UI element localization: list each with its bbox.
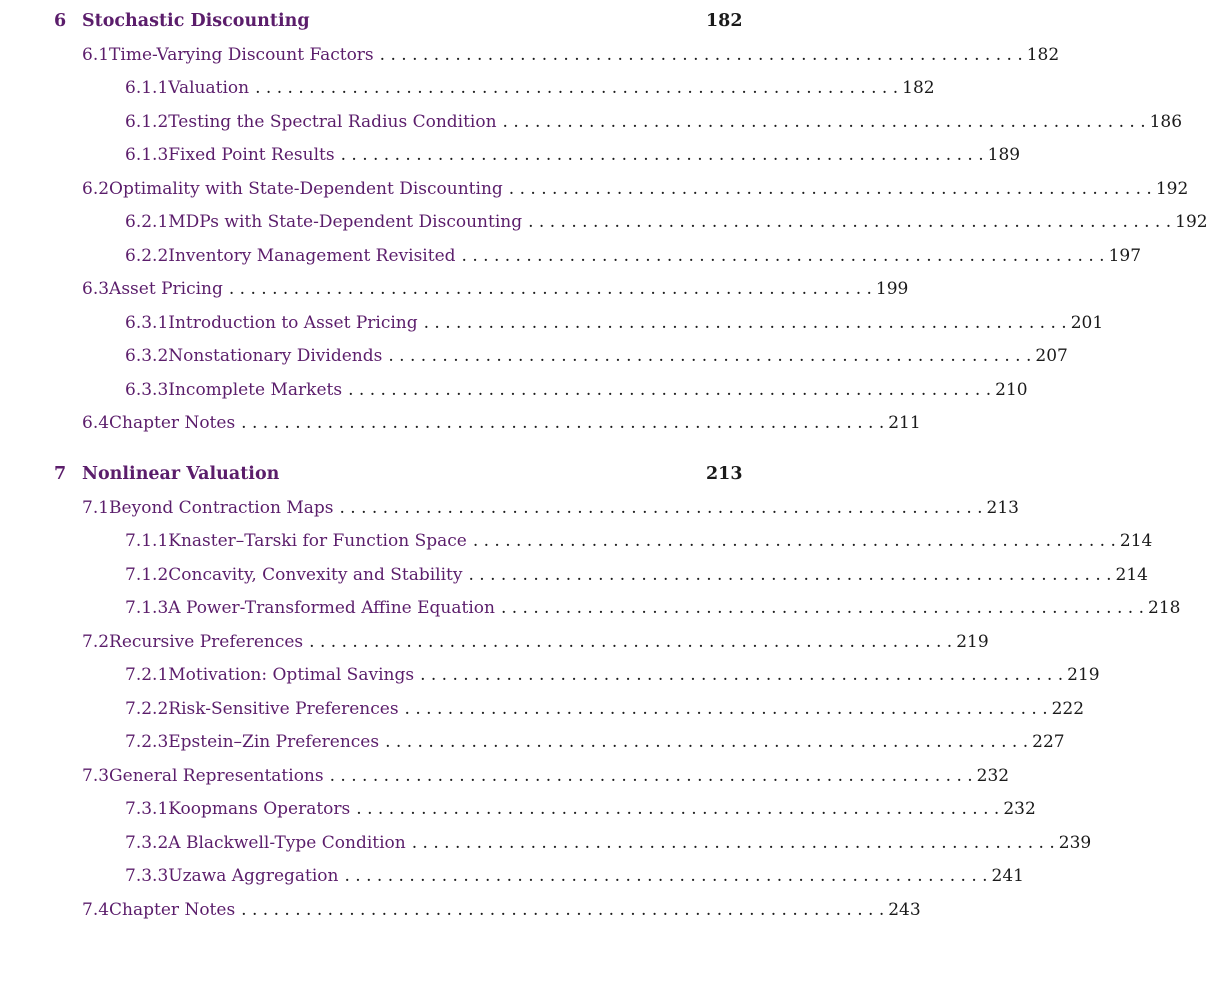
toc-subsection-entry[interactable] — [125, 343, 1068, 369]
entry-title: Fixed Point Results — [168, 145, 335, 165]
dot-leader: . . . . . . . . . . . . . . . . . . . . . . . . . . . . . . . . . . . . . . . . . . . . . . . . . . . . . . . . . . . . — [461, 245, 1105, 266]
dot-leader: . . . . . . . . . . . . . . . . . . . . . . . . . . . . . . . . . . . . . . . . . . . . . . . . . . . . . . . . . . . . — [420, 665, 1064, 685]
entry-title: Koopmans Operators — [168, 799, 351, 819]
toc-subsection-entry[interactable] — [125, 562, 1148, 588]
entry-page-number: 219 — [1067, 665, 1100, 685]
entry-page-number: 232 — [976, 765, 1010, 786]
dot-leader: . . . . . . . . . . . . . . . . . . . . . . . . . . . . . . . . . . . . . . . . . . . . . . . . . . . . . . . . . . . . — [472, 531, 1116, 551]
dot-leader: . . . . . . . . . . . . . . . . . . . . . . . . . . . . . . . . . . . . . . . . . . . . . . . . . . . . . . . . . . . . — [348, 379, 992, 400]
entry-title: MDPs with State-Dependent Discounting — [168, 212, 523, 232]
toc-subsection-entry[interactable] — [125, 377, 1028, 403]
toc-subsection-entry[interactable] — [125, 209, 1208, 235]
entry-number: 6.2.2 — [125, 245, 169, 266]
toc-subsection-entry[interactable] — [125, 595, 1181, 621]
entry-title: Uzawa Aggregation — [168, 866, 339, 886]
entry-title: A Blackwell-Type Condition — [168, 832, 406, 853]
entry-title: Recursive Preferences — [109, 631, 304, 652]
toc-section-entry[interactable] — [82, 897, 921, 923]
entry-page-number: 207 — [1035, 346, 1068, 366]
entry-number: 7.2.1 — [125, 665, 169, 685]
entry-number: 6.2.1 — [125, 212, 169, 232]
entry-page-number: 213 — [986, 497, 1019, 518]
toc-subsection-entry[interactable] — [125, 830, 1092, 856]
entry-number: 6.1 — [82, 44, 110, 65]
entry-title: Motivation: Optimal Savings — [168, 665, 415, 685]
toc-section-entry[interactable] — [82, 276, 909, 302]
entry-number: 6.1.2 — [125, 111, 169, 132]
toc-chapter-entry[interactable] — [54, 8, 743, 34]
entry-page-number: 197 — [1108, 245, 1142, 266]
entry-page-number: 192 — [1175, 212, 1208, 232]
entry-title: Risk-Sensitive Preferences — [168, 698, 399, 719]
entry-title: Nonstationary Dividends — [168, 346, 383, 366]
entry-page-number: 211 — [888, 413, 921, 433]
entry-title: Beyond Contraction Maps — [109, 497, 334, 518]
entry-title: A Power-Transformed Affine Equation — [168, 598, 495, 618]
dot-leader: . . . . . . . . . . . . . . . . . . . . . . . . . . . . . . . . . . . . . . . . . . . . . . . . . . . . . . . . . . . . — [423, 312, 1067, 333]
entry-title: Optimality with State-Dependent Discounting — [109, 178, 503, 199]
dot-leader: . . . . . . . . . . . . . . . . . . . . . . . . . . . . . . . . . . . . . . . . . . . . . . . . . . . . . . . . . . . . — [309, 631, 953, 652]
entry-page-number: 182 — [1026, 44, 1060, 65]
dot-leader: . . . . . . . . . . . . . . . . . . . . . . . . . . . . . . . . . . . . . . . . . . . . . . . . . . . . . . . . . . . . — [508, 178, 1152, 199]
dot-leader: . . . . . . . . . . . . . . . . . . . . . . . . . . . . . . . . . . . . . . . . . . . . . . . . . . . . . . . . . . . . — [339, 497, 983, 518]
entry-title: Concavity, Convexity and Stability — [168, 564, 463, 585]
toc-subsection-entry[interactable] — [125, 696, 1085, 722]
toc-subsection-entry[interactable] — [125, 528, 1153, 554]
entry-title: Chapter Notes — [109, 413, 236, 433]
toc-subsection-entry[interactable] — [125, 109, 1183, 135]
entry-number: 6.3.1 — [125, 312, 169, 333]
chapter-number: 6 — [54, 11, 67, 31]
entry-title: Time-Varying Discount Factors — [109, 44, 374, 65]
entry-number: 7.2.2 — [125, 698, 169, 719]
entry-page-number: 189 — [987, 145, 1021, 165]
dot-leader: . . . . . . . . . . . . . . . . . . . . . . . . . . . . . . . . . . . . . . . . . . . . . . . . . . . . . . . . . . . . — [388, 346, 1032, 366]
dot-leader: . . . . . . . . . . . . . . . . . . . . . . . . . . . . . . . . . . . . . . . . . . . . . . . . . . . . . . . . . . . . — [356, 799, 1000, 819]
dot-leader: . . . . . . . . . . . . . . . . . . . . . . . . . . . . . . . . . . . . . . . . . . . . . . . . . . . . . . . . . . . . — [528, 212, 1172, 232]
toc-section-entry[interactable] — [82, 176, 1189, 202]
entry-number: 7.3.1 — [125, 799, 169, 819]
entry-page-number: 219 — [956, 631, 989, 652]
dot-leader: . . . . . . . . . . . . . . . . . . . . . . . . . . . . . . . . . . . . . . . . . . . . . . . . . . . . . . . . . . . . — [404, 698, 1048, 719]
entry-number: 7.2.3 — [125, 732, 169, 752]
entry-page-number: 218 — [1148, 598, 1181, 618]
entry-title: Knaster–Tarski for Function Space — [168, 531, 467, 551]
toc-section-entry[interactable] — [82, 763, 1010, 789]
entry-number: 6.3 — [82, 279, 110, 299]
dot-leader: . . . . . . . . . . . . . . . . . . . . . . . . . . . . . . . . . . . . . . . . . . . . . . . . . . . . . . . . . . . . — [502, 111, 1146, 132]
dot-leader: . . . . . . . . . . . . . . . . . . . . . . . . . . . . . . . . . . . . . . . . . . . . . . . . . . . . . . . . . . . . — [340, 145, 984, 165]
entry-page-number: 214 — [1115, 564, 1148, 585]
entry-page-number: 232 — [1003, 799, 1036, 819]
toc-section-entry[interactable] — [82, 495, 1019, 521]
entry-page-number: 182 — [902, 78, 935, 98]
dot-leader: . . . . . . . . . . . . . . . . . . . . . . . . . . . . . . . . . . . . . . . . . . . . . . . . . . . . . . . . . . . . — [468, 564, 1112, 585]
entry-title: Inventory Management Revisited — [168, 245, 456, 266]
dot-leader: . . . . . . . . . . . . . . . . . . . . . . . . . . . . . . . . . . . . . . . . . . . . . . . . . . . . . . . . . . . . — [329, 765, 973, 786]
entry-number: 7.3 — [82, 765, 110, 786]
dot-leader: . . . . . . . . . . . . . . . . . . . . . . . . . . . . . . . . . . . . . . . . . . . . . . . . . . . . . . . . . . . . — [500, 598, 1144, 618]
entry-page-number: 214 — [1119, 531, 1153, 551]
entry-page-number: 227 — [1032, 732, 1065, 752]
entry-number: 7.2 — [82, 631, 110, 652]
entry-number: 7.1.3 — [125, 598, 169, 618]
toc-subsection-entry[interactable] — [125, 796, 1036, 822]
toc-subsection-entry[interactable] — [125, 729, 1065, 755]
dot-leader: . . . . . . . . . . . . . . . . . . . . . . . . . . . . . . . . . . . . . . . . . . . . . . . . . . . . . . . . . . . . — [228, 279, 872, 299]
entry-page-number: 222 — [1051, 698, 1085, 719]
dot-leader: . . . . . . . . . . . . . . . . . . . . . . . . . . . . . . . . . . . . . . . . . . . . . . . . . . . . . . . . . . . . — [385, 732, 1029, 752]
toc-subsection-entry[interactable] — [125, 243, 1142, 269]
entry-number: 6.2 — [82, 178, 110, 199]
toc-subsection-entry[interactable] — [125, 863, 1024, 889]
entry-number: 7.1.2 — [125, 564, 169, 585]
chapter-page-number: 182 — [706, 11, 743, 31]
toc-subsection-entry[interactable] — [125, 75, 935, 101]
entry-page-number: 210 — [995, 379, 1028, 400]
toc-subsection-entry[interactable] — [125, 142, 1021, 168]
entry-page-number: 186 — [1149, 111, 1183, 132]
entry-page-number: 192 — [1155, 178, 1189, 199]
entry-page-number: 243 — [888, 899, 921, 920]
chapter-title: Stochastic Discounting — [82, 11, 310, 31]
dot-leader: . . . . . . . . . . . . . . . . . . . . . . . . . . . . . . . . . . . . . . . . . . . . . . . . . . . . . . . . . . . . — [344, 866, 988, 886]
entry-title: Incomplete Markets — [168, 379, 343, 400]
entry-number: 6.1.3 — [125, 145, 169, 165]
entry-title: General Representations — [109, 765, 324, 786]
entry-title: Asset Pricing — [109, 279, 223, 299]
entry-page-number: 201 — [1070, 312, 1104, 333]
entry-title: Epstein–Zin Preferences — [168, 732, 380, 752]
entry-number: 7.1.1 — [125, 531, 169, 551]
chapter-title: Nonlinear Valuation — [82, 464, 280, 484]
entry-title: Introduction to Asset Pricing — [168, 312, 418, 333]
toc-section-entry[interactable] — [82, 410, 921, 436]
entry-number: 7.3.3 — [125, 866, 169, 886]
chapter-number: 7 — [54, 464, 67, 484]
entry-title: Chapter Notes — [109, 899, 236, 920]
entry-number: 7.4 — [82, 899, 110, 920]
entry-page-number: 241 — [991, 866, 1024, 886]
toc-chapter-entry[interactable] — [54, 461, 743, 487]
entry-title: Testing the Spectral Radius Condition — [168, 111, 497, 132]
dot-leader: . . . . . . . . . . . . . . . . . . . . . . . . . . . . . . . . . . . . . . . . . . . . . . . . . . . . . . . . . . . . — [255, 78, 899, 98]
chapter-page-number: 213 — [706, 464, 743, 484]
entry-number: 7.1 — [82, 497, 110, 518]
entry-page-number: 239 — [1058, 832, 1092, 853]
dot-leader: . . . . . . . . . . . . . . . . . . . . . . . . . . . . . . . . . . . . . . . . . . . . . . . . . . . . . . . . . . . . — [411, 832, 1055, 853]
entry-number: 6.4 — [82, 413, 110, 433]
entry-page-number: 199 — [875, 279, 909, 299]
entry-number: 6.3.3 — [125, 379, 169, 400]
toc-section-entry[interactable] — [82, 42, 1060, 68]
dot-leader: . . . . . . . . . . . . . . . . . . . . . . . . . . . . . . . . . . . . . . . . . . . . . . . . . . . . . . . . . . . . — [379, 44, 1023, 65]
entry-number: 6.3.2 — [125, 346, 169, 366]
dot-leader: . . . . . . . . . . . . . . . . . . . . . . . . . . . . . . . . . . . . . . . . . . . . . . . . . . . . . . . . . . . . — [241, 899, 885, 920]
toc-subsection-entry[interactable] — [125, 310, 1104, 336]
entry-title: Valuation — [168, 78, 250, 98]
toc-subsection-entry[interactable] — [125, 662, 1100, 688]
entry-number: 7.3.2 — [125, 832, 169, 853]
toc-section-entry[interactable] — [82, 629, 989, 655]
dot-leader: . . . . . . . . . . . . . . . . . . . . . . . . . . . . . . . . . . . . . . . . . . . . . . . . . . . . . . . . . . . . — [241, 413, 885, 433]
entry-number: 6.1.1 — [125, 78, 169, 98]
